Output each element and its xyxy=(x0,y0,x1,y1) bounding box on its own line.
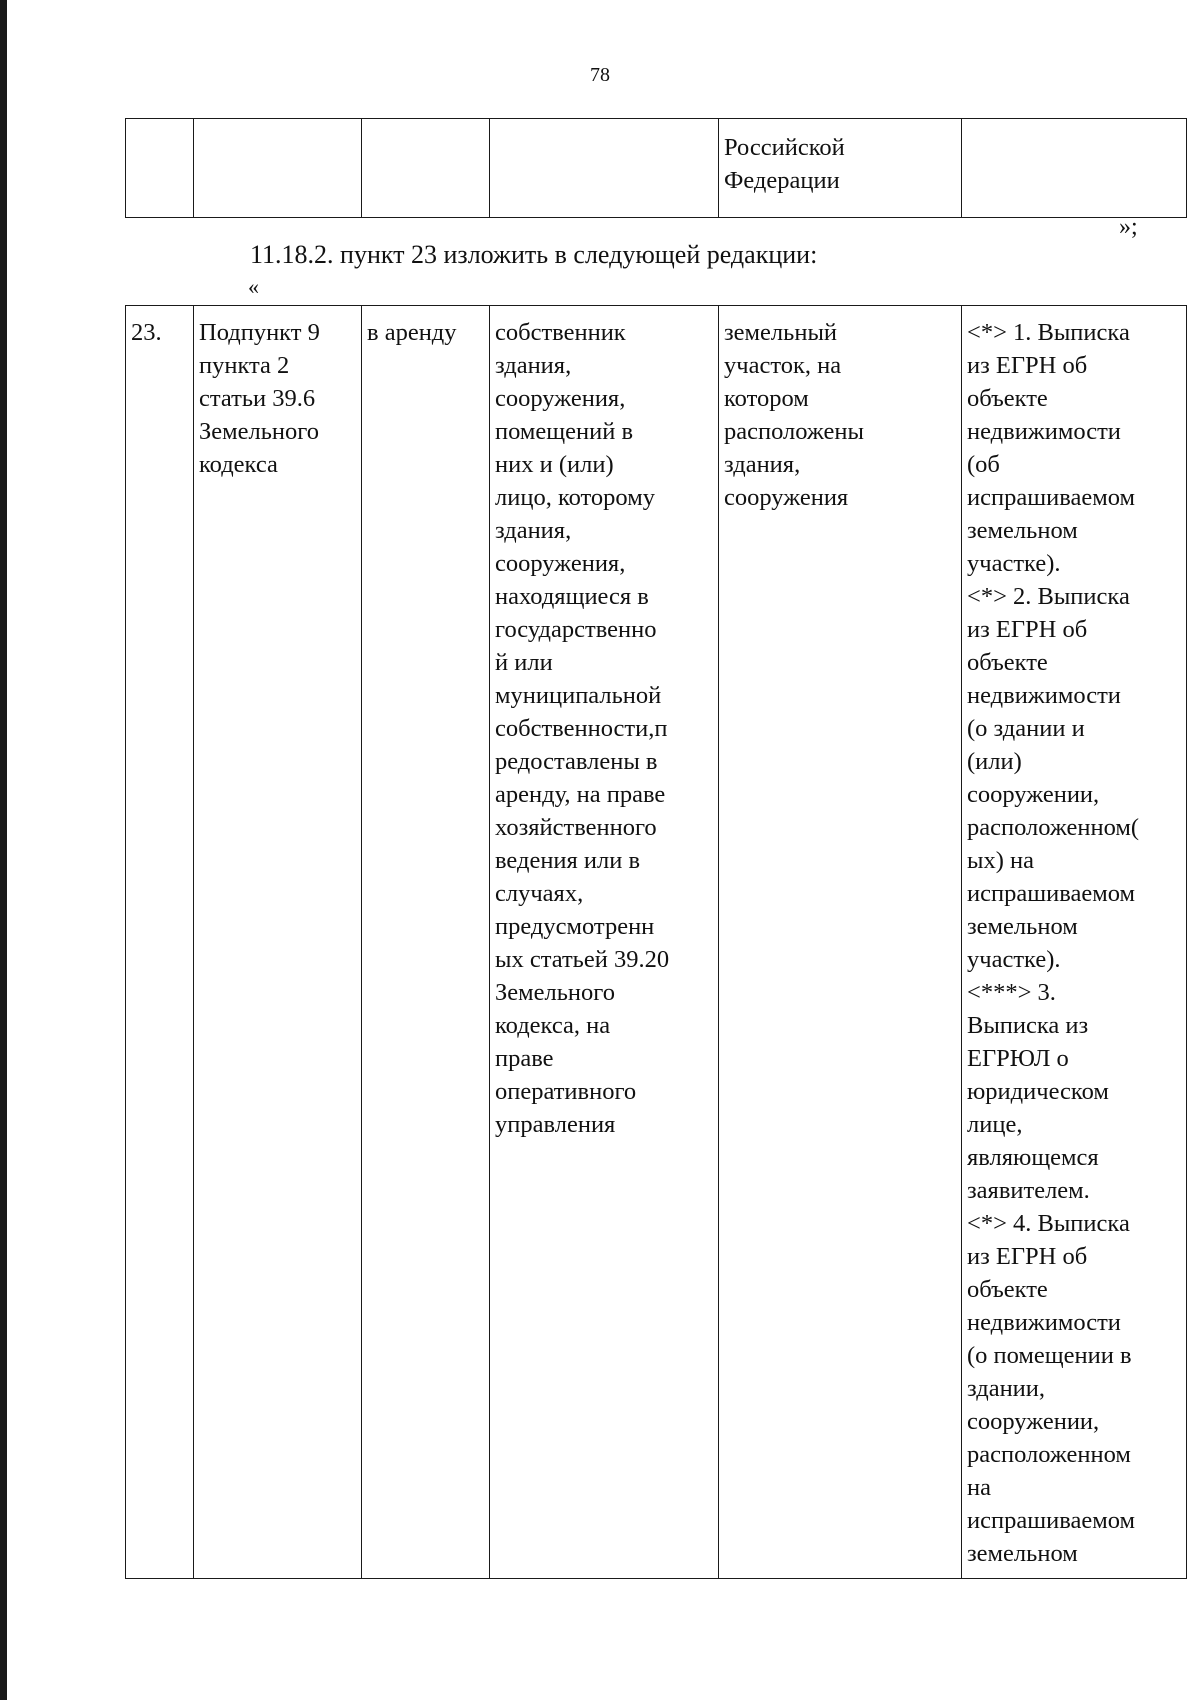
table-cell: Российской Федерации xyxy=(719,119,962,218)
table-row xyxy=(126,306,1187,1579)
table-cell xyxy=(490,119,719,218)
table-cell xyxy=(126,119,194,218)
right-type-cell: в аренду xyxy=(362,306,490,1579)
table-cell xyxy=(362,119,490,218)
documents-cell: <*> 1. Выписка из ЕГРН об объекте недвижимости (об испрашиваемом земельном участке). <*> 2. Выписка из ЕГРН об объекте недвижимости (о здании и (или) сооружении, расположенном( ых) на испрашиваемом земельном участке). <***> 3. Выписка из ЕГРЮЛ о юридическом лице, являющемся заявителем. <*> 4. Выписка из ЕГРН об объекте недвижимости (о помещении в здании, сооружении, расположенном на испрашиваемом земельном xyxy=(962,306,1187,1579)
table-row xyxy=(126,119,1187,218)
table-cell xyxy=(194,119,362,218)
legal-basis-cell: Подпункт 9 пункта 2 статьи 39.6 Земельного кодекса xyxy=(194,306,362,1579)
continuation-table xyxy=(125,118,1187,218)
table-cell xyxy=(962,119,1187,218)
opening-quote: « xyxy=(248,274,259,299)
page-number: 78 xyxy=(590,64,610,86)
amendment-text: 11.18.2. пункт 23 изложить в следующей редакции: xyxy=(250,240,818,269)
land-plot-cell: земельный участок, на котором расположены здания, сооружения xyxy=(719,306,962,1579)
applicant-cell: собственник здания, сооружения, помещений в них и (или) лицо, которому здания, сооружения, находящиеся в государственно й или муниципальной собственности,п редоставлены в аренду, на праве хозяйственного ведения или в случаях, предусмотренн ых статьей 39.20 Земельного кодекса, на праве оперативного управления xyxy=(490,306,719,1579)
closing-quote: »; xyxy=(1119,214,1138,240)
main-table xyxy=(125,305,1187,1579)
row-number-cell: 23. xyxy=(126,306,194,1579)
scan-edge-bar xyxy=(0,0,7,1700)
